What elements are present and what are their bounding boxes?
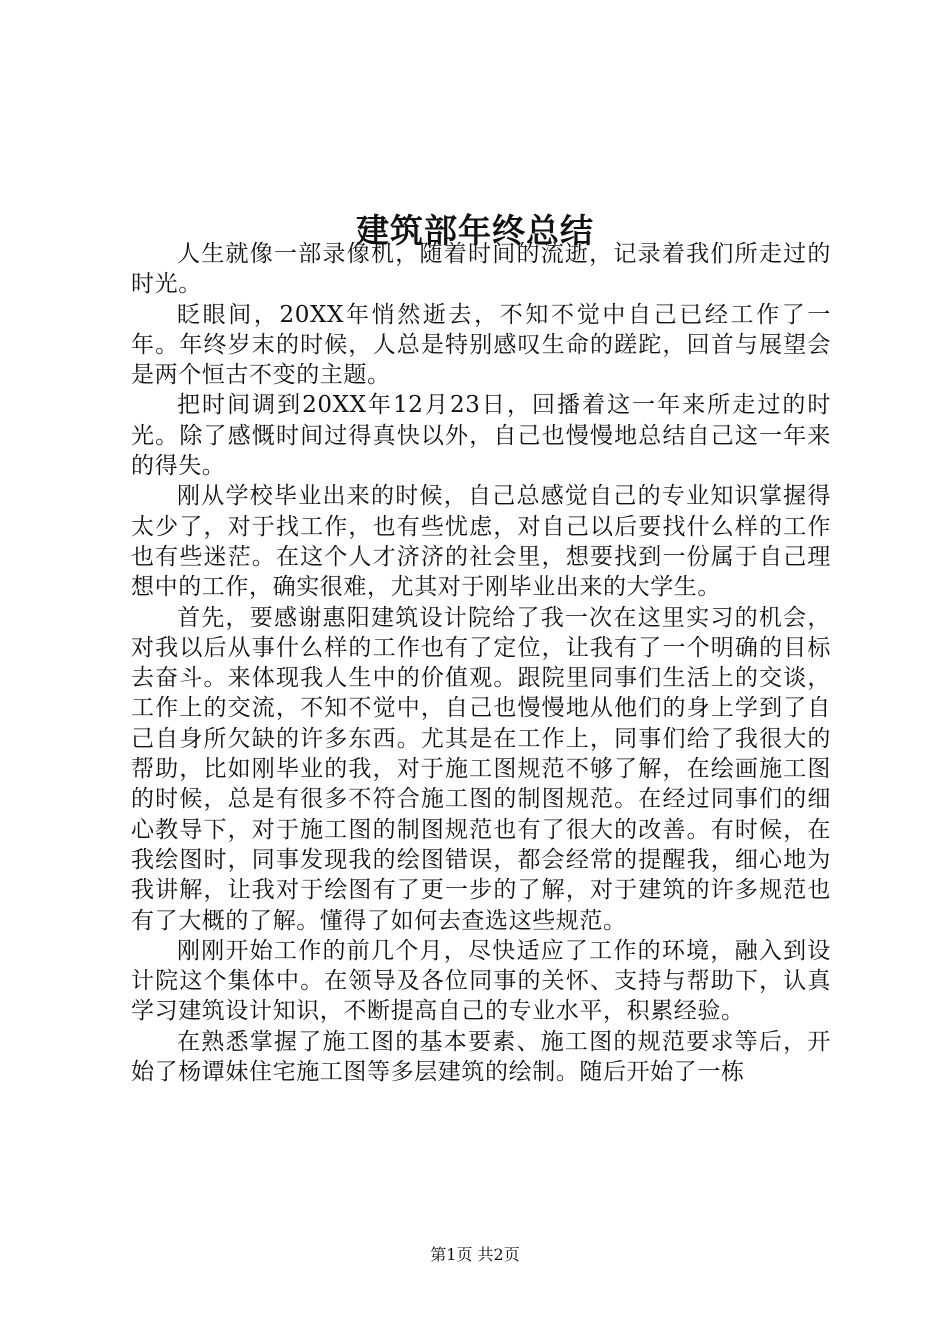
paragraph: 首先，要感谢惠阳建筑设计院给了我一次在这里实习的机会，对我以后从事什么样的工作也有了定位，让我有了一个明确的目标去奋斗。来体现我人生中的价值观。跟院里同事们生活上的交谈，工作上的交流，不知不觉中，自己也慢慢地从他们的身上学到了自己自身所欠缺的许多东西。尤其是在工作上，同事们给了我很大的帮助，比如刚毕业的我，对于施工图规范不够了解，在绘画施工图的时候，总是有很多不符合施工图的制图规范。在经过同事们的细心教导下，对于施工图的制图规范也有了很大的改善。有时候，在我绘图时，同事发现我的绘图错误，都会经常的提醒我，细心地为我讲解，让我对于绘图有了更一步的了解，对于建筑的许多规范也有了大概的了解。懂得了如何去查选这些规范。 [131,604,831,934]
paragraph: 在熟悉掌握了施工图的基本要素、施工图的规范要求等后，开始了杨谭妹住宅施工图等多层建筑的绘制。随后开始了一栋 [131,1028,831,1086]
paragraph: 眨眼间，20XX年悄然逝去，不知不觉中自己已经工作了一年。年终岁末的时候，人总是特别感叹生命的蹉跎，回首与展望会是两个恒古不变的主题。 [131,301,831,389]
paragraph: 刚刚开始工作的前几个月，尽快适应了工作的环境，融入到设计院这个集体中。在领导及各位同事的关怀、支持与帮助下，认真学习建筑设计知识，不断提高自己的专业水平，积累经验。 [131,937,831,1025]
document-title: 建筑部年终总结 [356,211,594,251]
paragraph: 刚从学校毕业出来的时候，自己总感觉自己的专业知识掌握得太少了，对于找工作，也有些忧虑，对自己以后要找什么样的工作也有些迷茫。在这个人才济济的社会里，想要找到一份属于自己理想中的工作，确实很难，尤其对于刚毕业出来的大学生。 [131,483,831,601]
page-footer: 第1页 共2页 [430,1245,520,1264]
paragraph: 人生就像一部录像机，随着时间的流逝，记录着我们所走过的时光。 [131,241,831,298]
document-body [131,239,831,1087]
paragraph: 把时间调到20XX年12月23日，回播着这一年来所走过的时光。除了感慨时间过得真快以外，自己也慢慢地总结自己这一年来的得失。 [131,392,831,480]
